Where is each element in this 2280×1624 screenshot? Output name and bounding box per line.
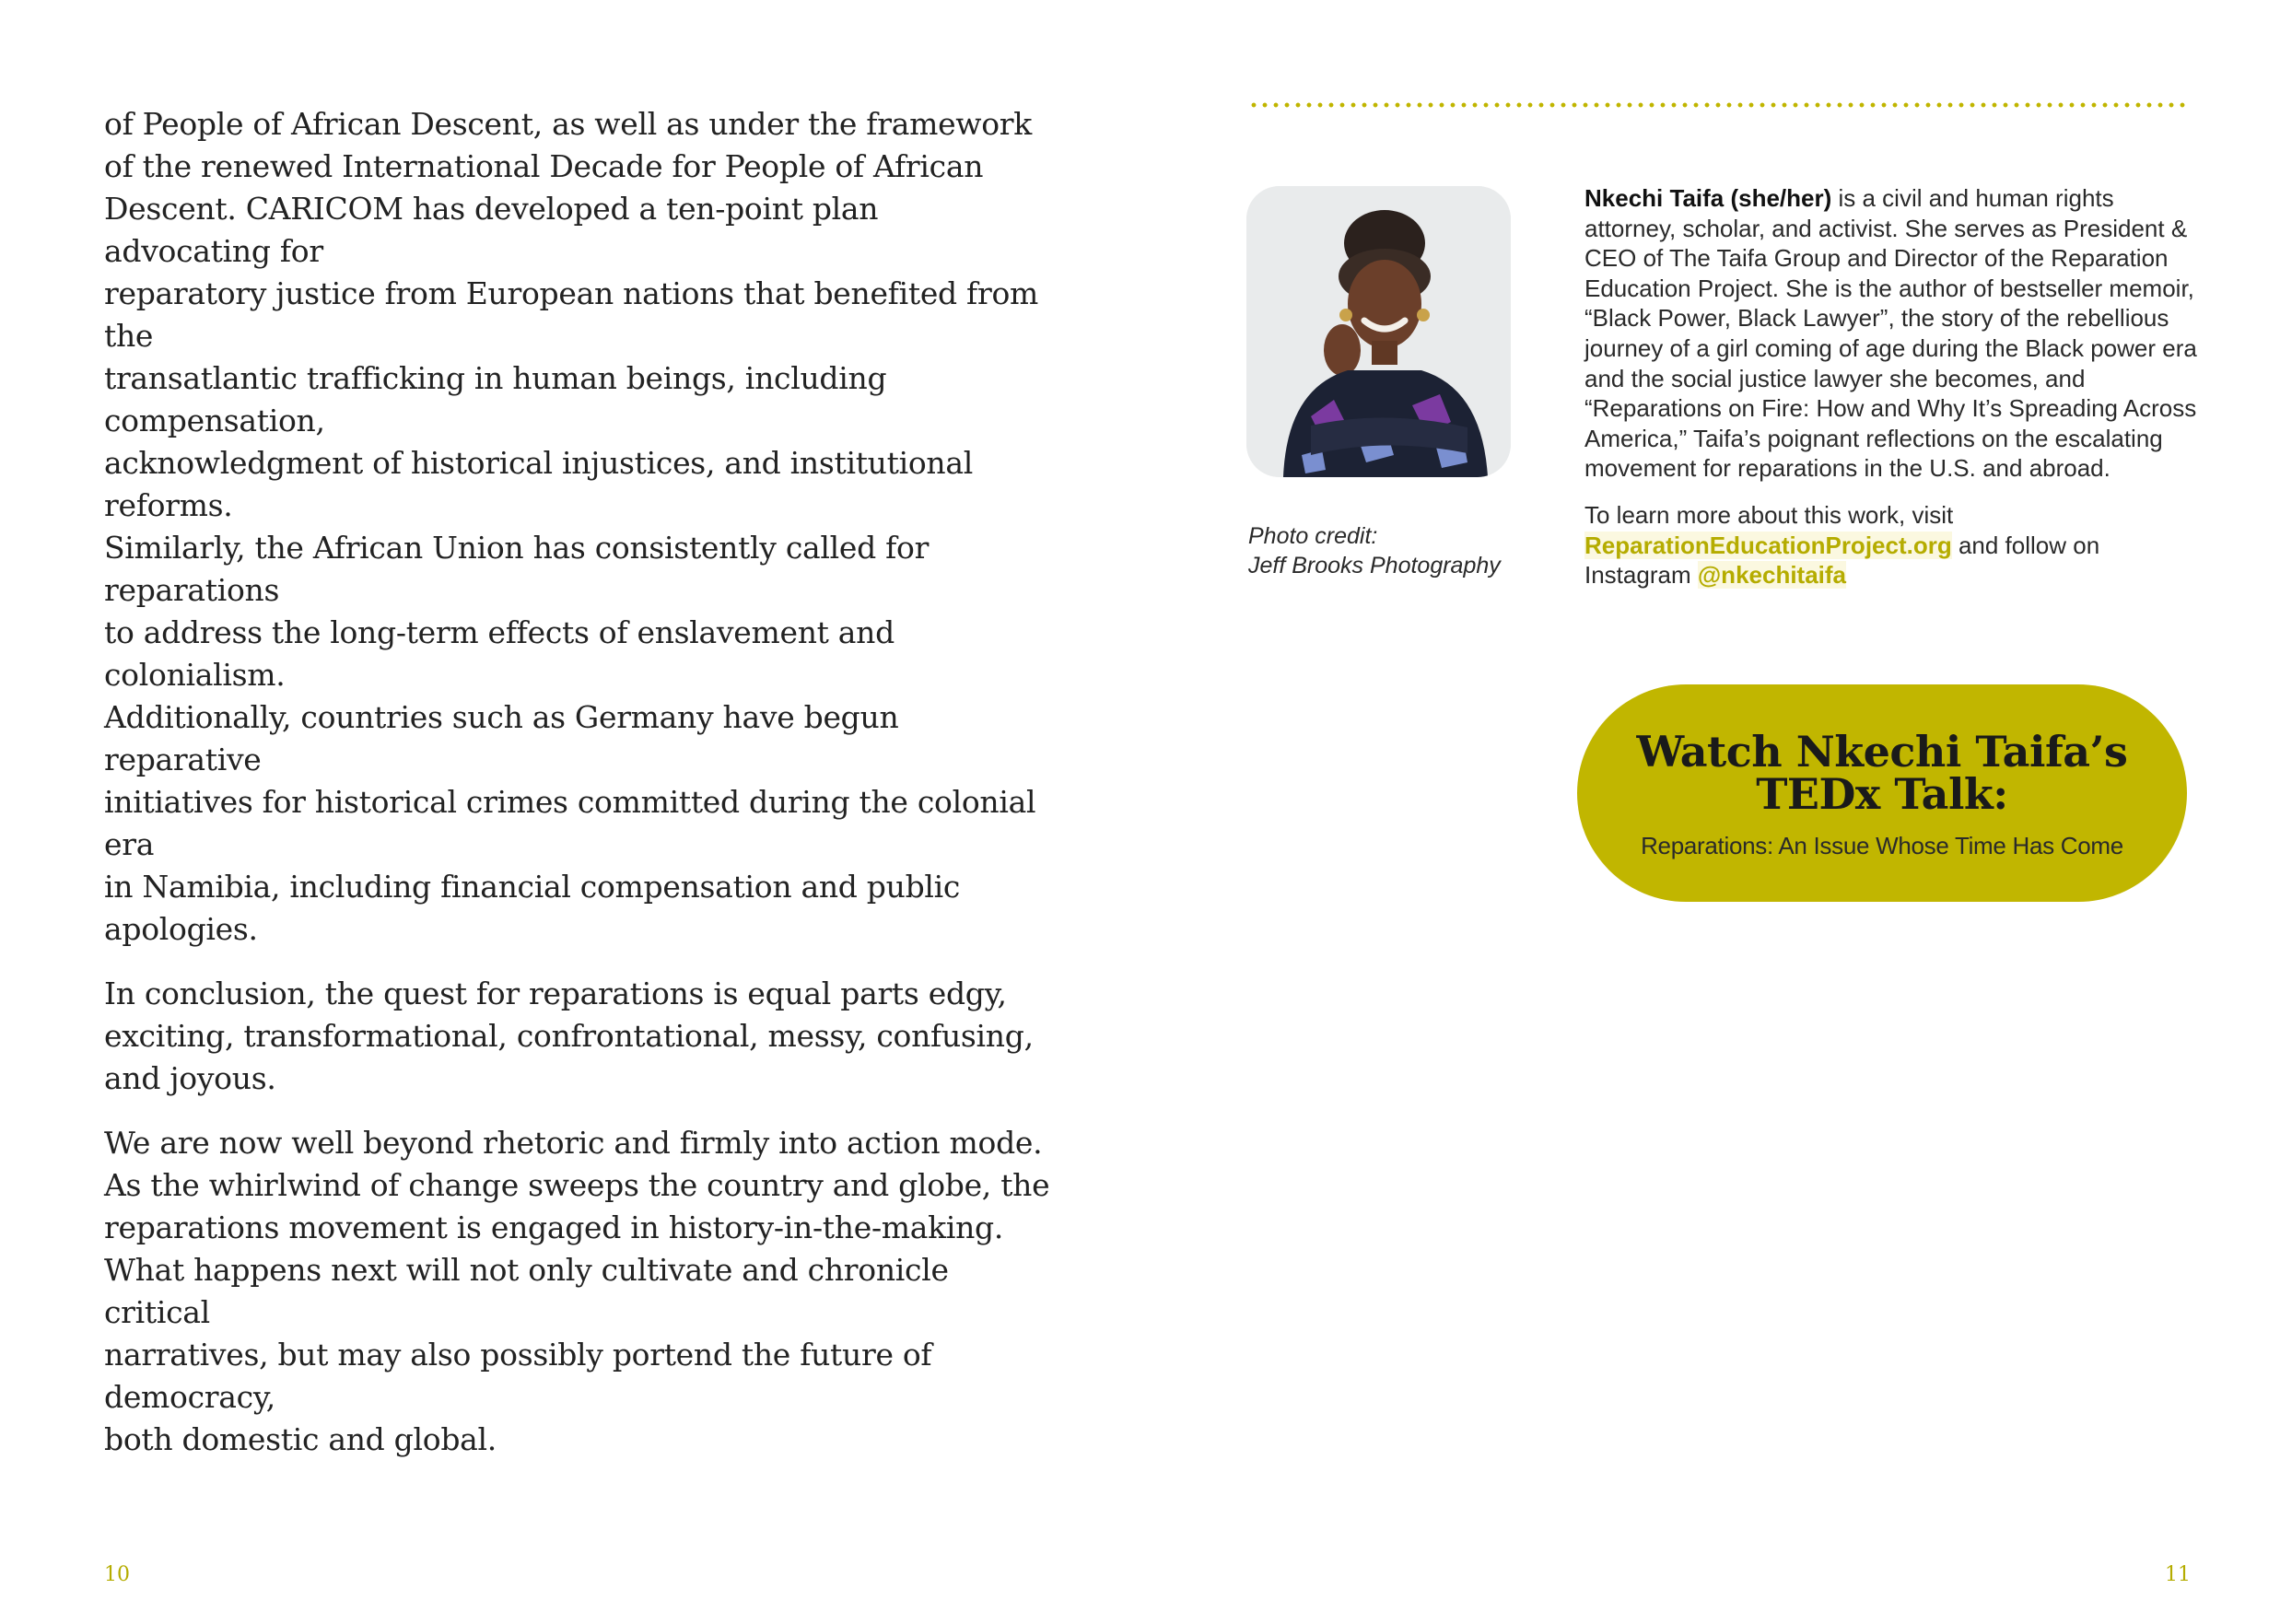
page-number-right: 11 (2165, 1563, 2191, 1586)
tedx-title-line1: Watch Nkechi Taifa’s (1636, 727, 2128, 777)
photo-credit-name: Jeff Brooks Photography (1248, 553, 1501, 578)
learn-more-paragraph (1584, 500, 2197, 590)
page-number-left: 10 (104, 1563, 130, 1586)
bio-text: is a civil and human rights attorney, scholar, and activist. She serves as President & CEO of The Taifa Group and Director of the Reparation Education Project. She is the author of bestseller memoir, “Black Power, Black Lawyer”, the story of the rebellious journey of a girl coming of age during the Black power era and the social justice lawyer she becomes, and “Reparations on Fire: How and Why It’s Spreading Across America,” Taifa’s poignant reflections on the escalating movement for reparations in the U.S. and abroad. (1584, 184, 2197, 483)
instagram-link[interactable]: @nkechitaifa (1697, 561, 1847, 590)
photo-credit-label: Photo credit: (1248, 523, 1378, 549)
tedx-talk-button[interactable] (1577, 684, 2187, 902)
author-photo (1246, 186, 1511, 477)
tedx-title (1577, 727, 2187, 819)
learn-more-prefix: To learn more about this work, visit (1584, 500, 1954, 529)
photo-credit (1248, 521, 1525, 580)
body-paragraph-3: We are now well beyond rhetoric and firmly into action mode. As the whirlwind of change sweeps the country and globe, the reparations movement is engaged in history-in-the-making. What happens next will not only cultivate and chronicle critical narratives, but may also possibly portend the future of democracy, both domestic and global. (104, 1125, 1050, 1457)
body-paragraph-2: In conclusion, the quest for reparations is equal parts edgy, exciting, transformational, confrontational, messy, confusing, and joyous. (104, 976, 1034, 1096)
dotted-divider (1248, 102, 2188, 108)
author-bio (1584, 183, 2197, 607)
tedx-subtitle: Reparations: An Issue Whose Time Has Come (1641, 832, 2123, 859)
author-name: Nkechi Taifa (she/her) (1584, 184, 1832, 212)
bio-paragraph (1584, 183, 2197, 484)
tedx-title-line2: TEDx Talk: (1756, 769, 2008, 819)
follow-text: and follow on Instagram (1584, 531, 2100, 590)
portrait-illustration (1246, 186, 1511, 477)
body-paragraph-1: of People of African Descent, as well as under the framework of the renewed International Decade for People of African Descent. CARICOM has developed a ten-point plan advocating for reparatory justice from European nations that benefited from the transatlantic trafficking in human beings, including compensation, acknowledgment of historical injustices, and institutional reforms. Similarly, the African Union has consistently called for reparations to address the long-term effects of enslavement and colonialism. Additionally, countries such as Germany have begun reparative initiatives for historical crimes committed during the colonial era in Namibia, including financial compensation and public apologies. (104, 106, 1039, 947)
website-link[interactable]: ReparationEducationProject.org (1584, 531, 1952, 559)
body-text-column (104, 103, 1053, 1483)
